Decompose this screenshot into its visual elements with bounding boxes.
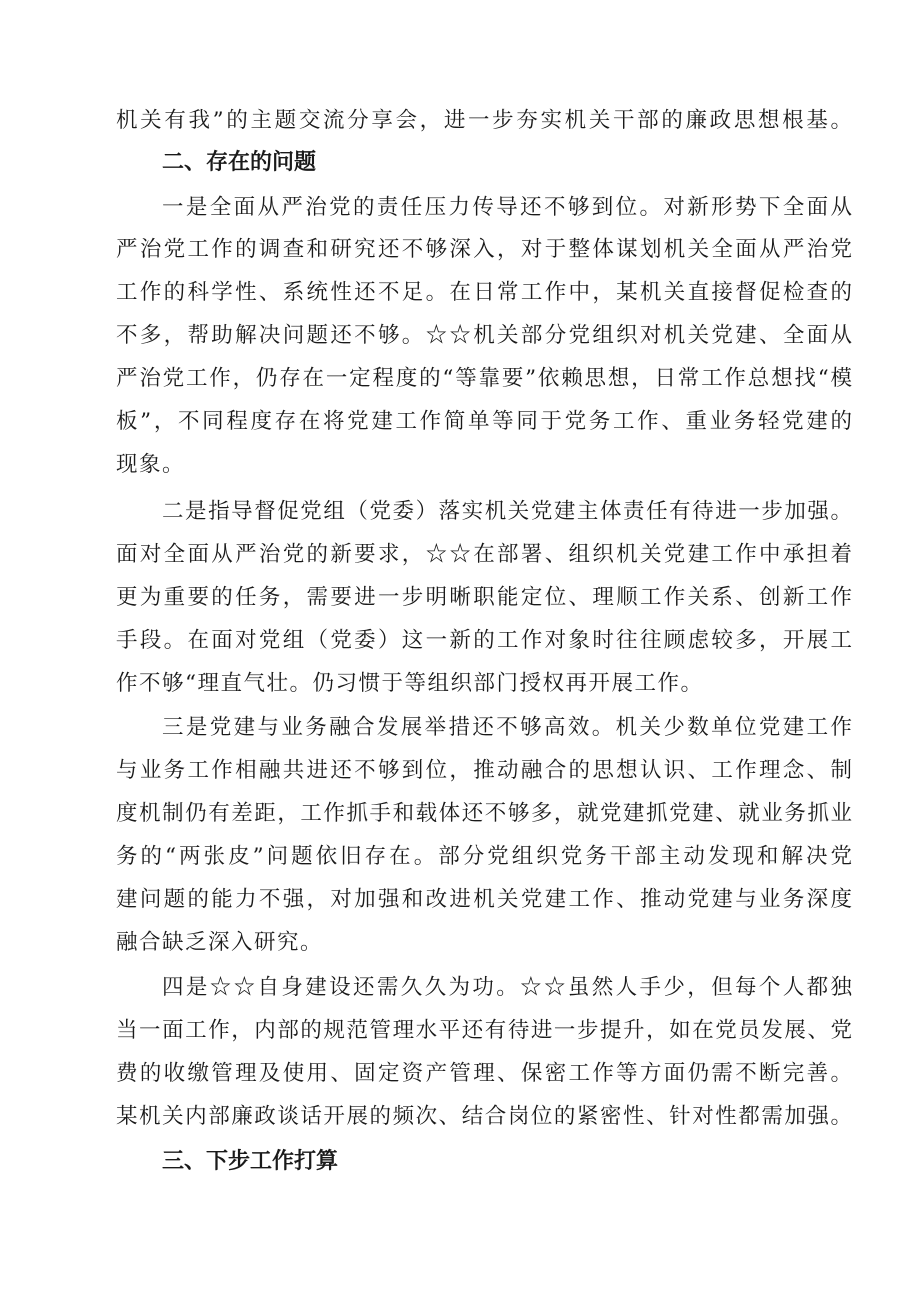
paragraph-line: 一是全面从严治党的责任压力传导还不够到位。对新形势下全面从 (162, 195, 852, 220)
paragraph-line: 不多，帮助解决问题还不够。☆☆机关部分党组织对机关党建、全面从 (116, 323, 852, 348)
paragraph-line: 手段。在面对党组（党委）这一新的工作对象时往往顾虑较多，开展工 (116, 628, 852, 653)
paragraph-line: 务的“两张皮”问题依旧存在。部分党组织党务干部主动发现和解决党 (116, 844, 852, 869)
paragraph-line: 作不够“理直气壮。仍习惯于等组织部门授权再开展工作。 (116, 671, 704, 696)
paragraph-line: 度机制仍有差距，工作抓手和载体还不够多，就党建抓党建、就业务抓业 (116, 801, 852, 826)
paragraph-line: 二是指导督促党组（党委）落实机关党建主体责任有待进一步加强。 (162, 499, 852, 524)
paragraph-line: 建问题的能力不强，对加强和改进机关党建工作、推动党建与业务深度 (116, 887, 852, 912)
intro-line: 机关有我”的主题交流分享会，进一步夯实机关干部的廉政思想根基。 (116, 108, 852, 133)
paragraph-line: 费的收缴管理及使用、固定资产管理、保密工作等方面仍需不断完善。 (116, 1061, 852, 1086)
paragraph-line: 当一面工作，内部的规范管理水平还有待进一步提升，如在党员发展、党 (116, 1018, 852, 1043)
paragraph-line: 面对全面从严治党的新要求，☆☆在部署、组织机关党建工作中承担着 (116, 542, 852, 567)
paragraph-line: 更为重要的任务，需要进一步明晰职能定位、理顺工作关系、创新工作 (116, 585, 852, 610)
paragraph-line: 融合缺乏深入研究。 (116, 930, 324, 955)
paragraph-line: 严治党工作，仍存在一定程度的“等靠要”依赖思想，日常工作总想找“模 (116, 366, 852, 391)
section-heading-next-steps: 三、下步工作打算 (162, 1149, 339, 1174)
paragraph-line: 四是☆☆自身建设还需久久为功。☆☆虽然人手少，但每个人都独 (162, 975, 852, 1000)
paragraph-line: 现象。 (116, 452, 186, 477)
paragraph-line: 板”，不同程度存在将党建工作简单等同于党务工作、重业务轻党建的 (116, 409, 852, 434)
paragraph-line: 工作的科学性、系统性还不足。在日常工作中，某机关直接督促检查的 (116, 280, 852, 305)
paragraph-line: 与业务工作相融共进还不够到位，推动融合的思想认识、工作理念、制 (116, 758, 852, 783)
paragraph-line: 某机关内部廉政谈话开展的频次、结合岗位的紧密性、针对性都需加强。 (116, 1104, 852, 1129)
paragraph-line: 三是党建与业务融合发展举措还不够高效。机关少数单位党建工作 (162, 715, 852, 740)
paragraph-line: 严治党工作的调查和研究还不够深入，对于整体谋划机关全面从严治党 (116, 237, 852, 262)
section-heading-problems: 二、存在的问题 (162, 150, 317, 175)
